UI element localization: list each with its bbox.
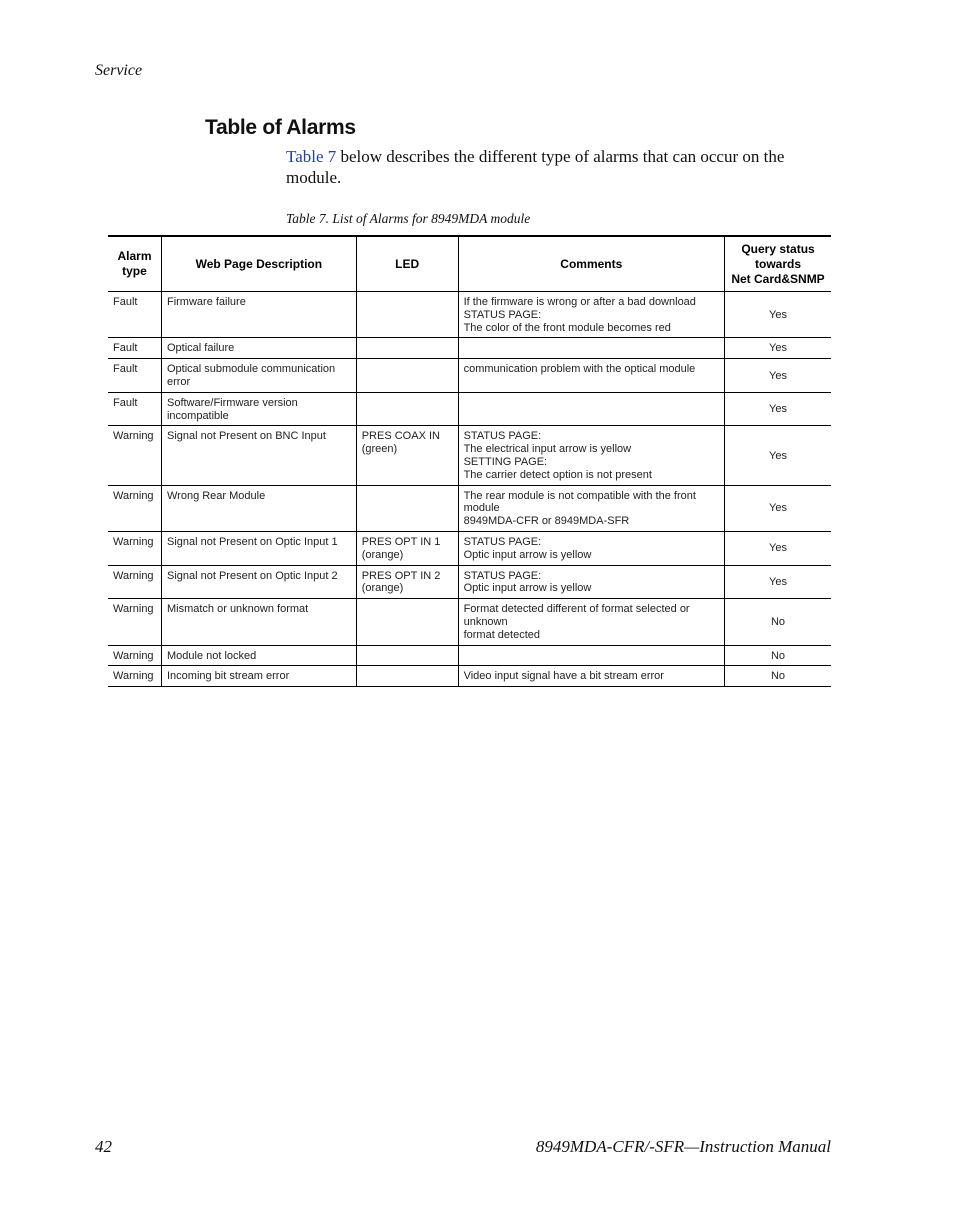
description-cell: Signal not Present on Optic Input 2 [161,565,356,599]
comments-cell: STATUS PAGE: Optic input arrow is yellow [458,531,724,565]
table-row [108,565,831,599]
alarm-type-cell: Fault [108,338,161,359]
alarm-type-cell: Warning [108,426,161,485]
query-status-cell: No [725,666,831,687]
alarm-type-cell: Warning [108,599,161,645]
table-row [108,645,831,666]
comments-cell: Format detected different of format selected or unknown format detected [458,599,724,645]
query-status-cell: No [725,599,831,645]
led-cell [356,666,458,687]
query-status-cell: Yes [725,292,831,338]
header-alarm-type: Alarm type [108,236,161,292]
alarms-table [108,235,831,687]
alarm-type-cell: Fault [108,359,161,393]
query-status-cell: No [725,645,831,666]
table-row [108,292,831,338]
section-title: Table of Alarms [205,116,356,139]
comments-cell: STATUS PAGE: Optic input arrow is yellow [458,565,724,599]
query-status-cell: Yes [725,359,831,393]
query-status-cell: Yes [725,426,831,485]
table-row [108,666,831,687]
table-row [108,531,831,565]
alarm-type-cell: Warning [108,645,161,666]
query-status-cell: Yes [725,392,831,426]
alarm-type-cell: Warning [108,485,161,531]
description-cell: Mismatch or unknown format [161,599,356,645]
comments-cell [458,338,724,359]
query-status-cell: Yes [725,338,831,359]
description-cell: Optical submodule communication error [161,359,356,393]
table-reference-link[interactable]: Table 7 [286,147,337,166]
table-row [108,426,831,485]
alarm-type-cell: Fault [108,392,161,426]
table-row [108,392,831,426]
header-web-page-description: Web Page Description [161,236,356,292]
alarm-type-cell: Fault [108,292,161,338]
comments-cell [458,645,724,666]
comments-cell: Video input signal have a bit stream error [458,666,724,687]
led-cell [356,485,458,531]
comments-cell: If the firmware is wrong or after a bad download STATUS PAGE: The color of the front module becomes red [458,292,724,338]
comments-cell: communication problem with the optical module [458,359,724,393]
description-cell: Firmware failure [161,292,356,338]
description-cell: Signal not Present on Optic Input 1 [161,531,356,565]
led-cell [356,392,458,426]
description-cell: Software/Firmware version incompatible [161,392,356,426]
description-cell: Wrong Rear Module [161,485,356,531]
led-cell [356,292,458,338]
alarm-type-cell: Warning [108,565,161,599]
table-row [108,338,831,359]
led-cell [356,359,458,393]
description-cell: Module not locked [161,645,356,666]
comments-cell: STATUS PAGE: The electrical input arrow is yellow SETTING PAGE: The carrier detect option is not present [458,426,724,485]
comments-cell: The rear module is not compatible with the front module 8949MDA-CFR or 8949MDA-SFR [458,485,724,531]
table-caption: Table 7. List of Alarms for 8949MDA module [286,211,531,226]
query-status-cell: Yes [725,531,831,565]
running-head: Service [95,62,143,79]
query-status-cell: Yes [725,565,831,599]
comments-cell [458,392,724,426]
table-row [108,485,831,531]
page-number: 42 [95,1137,112,1156]
table-row [108,599,831,645]
query-status-cell: Yes [725,485,831,531]
description-cell: Optical failure [161,338,356,359]
document-title: 8949MDA-CFR/-SFR—Instruction Manual [535,1137,831,1156]
description-cell: Incoming bit stream error [161,666,356,687]
description-cell: Signal not Present on BNC Input [161,426,356,485]
led-cell [356,338,458,359]
header-comments: Comments [458,236,724,292]
alarm-type-cell: Warning [108,531,161,565]
led-cell [356,599,458,645]
header-query-status: Query status towards Net Card&SNMP [725,236,831,292]
intro-text: below describes the different type of alarms that can occur on the module. [286,147,785,187]
led-cell: PRES OPT IN 2 (orange) [356,565,458,599]
led-cell [356,645,458,666]
led-cell: PRES COAX IN (green) [356,426,458,485]
table-header-row [108,236,831,292]
intro-paragraph [286,146,831,188]
header-led: LED [356,236,458,292]
table-row [108,359,831,393]
alarm-type-cell: Warning [108,666,161,687]
led-cell: PRES OPT IN 1 (orange) [356,531,458,565]
alarms-table-body [108,292,831,687]
